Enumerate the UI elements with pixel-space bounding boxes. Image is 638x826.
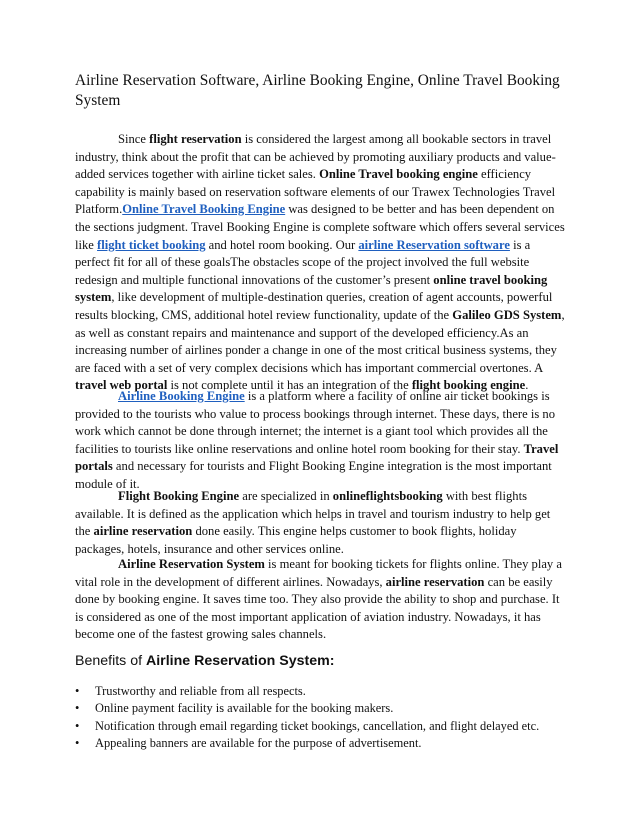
text-line: as well as constant repairs and maintenance and support of the developed efficiency.As an	[75, 325, 529, 340]
text-line: added services together with airline ticket sales. Online Travel booking engine efficiency	[75, 167, 532, 182]
paragraph-airline-reservation-system	[75, 556, 571, 644]
bullet-icon: •	[75, 684, 80, 698]
text-line: available. It is defined as the application which helps in travel and tourism industry to help get	[75, 506, 551, 521]
text-line: redesign and multiple functional innovations of the customer’s present online travel booking	[75, 272, 548, 287]
bullet-icon: •	[75, 718, 80, 733]
text-line: Flight Booking Engine are specialized in onlineflightsbooking with best flights	[118, 489, 527, 503]
list-item: • Trustworthy and reliable from all respects.	[75, 683, 575, 700]
text-line: done by booking engine. It saves time too. They also provide the ability to shop and purchase. It	[75, 592, 560, 607]
bullet-icon: •	[75, 735, 80, 750]
list-item: • Appealing banners are available for the purpose of advertisement.	[75, 735, 575, 752]
paragraph-flight-reservation	[75, 131, 571, 395]
text-line: Airline Booking Engine is a platform where a facility of online air ticket bookings is	[118, 389, 550, 403]
title-line: System	[75, 92, 121, 109]
link-flight-ticket-booking[interactable]: flight ticket booking	[97, 237, 206, 252]
link-airline-booking-engine[interactable]: Airline Booking Engine	[118, 389, 245, 403]
text-line: provided to the tourists who value to process bookings through internet. These days, there is no	[75, 406, 555, 421]
text-line: the sections judgment. Travel Booking Engine is complete software which offers several services	[75, 219, 565, 234]
text-line: Since flight reservation is considered the largest among all bookable sectors in travel	[118, 132, 552, 146]
text-line: industry, think about the profit that can be achieved by promoting auxiliary products and value-	[75, 149, 556, 164]
list-item: • Notification through email regarding ticket bookings, cancellation, and flight delayed etc.	[75, 718, 575, 735]
paragraph-airline-booking-engine	[75, 388, 571, 494]
text-line: vital role in the development of different airlines. Nowadays, airline reservation can be easily	[75, 574, 553, 589]
link-online-travel-booking-engine[interactable]: Online Travel Booking Engine	[122, 202, 286, 217]
text-line: like flight ticket booking and hotel room booking. Our airline Reservation software is a	[75, 237, 531, 252]
benefits-heading: Benefits of Airline Reservation System:	[75, 653, 335, 669]
document-title	[75, 71, 565, 111]
text-line: perfect fit for all of these goalsThe obstacles scope of the project involved the full website	[75, 255, 530, 270]
text-line: the airline reservation done easily. This engine helps customer to book flights, holiday	[75, 524, 517, 539]
text-line: Airline Reservation System is meant for booking tickets for flights online. They play a	[118, 557, 562, 571]
text-line: increasing number of airlines ponder a change in one of the most critical business systems, they	[75, 343, 557, 358]
benefits-list	[75, 683, 575, 752]
text-line: Platform.Online Travel Booking Engine was designed to be better and has been dependent on	[75, 202, 555, 217]
text-line: results blocking, CMS, additional hotel review functionality, update of the Galileo GDS System,	[75, 307, 565, 322]
text-line: system, like development of multiple-destination queries, creation of agent accounts, powerful	[75, 290, 553, 305]
text-line: become one of the fastest growing sales channels.	[75, 627, 327, 642]
list-item: • Online payment facility is available for the booking makers.	[75, 700, 575, 717]
text-line: capability is mainly based on reservation software elements of our Trawex Technologies Travel	[75, 184, 556, 199]
text-line: portals and necessary for tourists and Flight Booking Engine integration is the most important	[75, 459, 552, 474]
paragraph-flight-booking-engine	[75, 488, 571, 558]
text-line: module of it.	[75, 476, 140, 491]
bullet-icon: •	[75, 701, 80, 716]
link-airline-reservation-software[interactable]: airline Reservation software	[358, 237, 510, 252]
text-line: packages, hotels, insurance and other services online.	[75, 541, 344, 556]
text-line: travel web portal is not complete until it has an integration of the flight booking engine.	[75, 378, 529, 393]
text-line: facilities to tourists like online reservations and online hotel room booking for their stay. Travel	[75, 441, 559, 456]
text-line: work which cannot be done through internet; the internet is a giant tool which provides all the	[75, 424, 548, 439]
text-line: are faced with a set of very complex decisions which has important commercial overtones. A	[75, 360, 544, 375]
title-line: Airline Reservation Software, Airline Booking Engine, Online Travel Booking	[75, 72, 560, 89]
text-line: is considered as one of the most important application of aviation industry. Nowadays, it has	[75, 609, 541, 624]
